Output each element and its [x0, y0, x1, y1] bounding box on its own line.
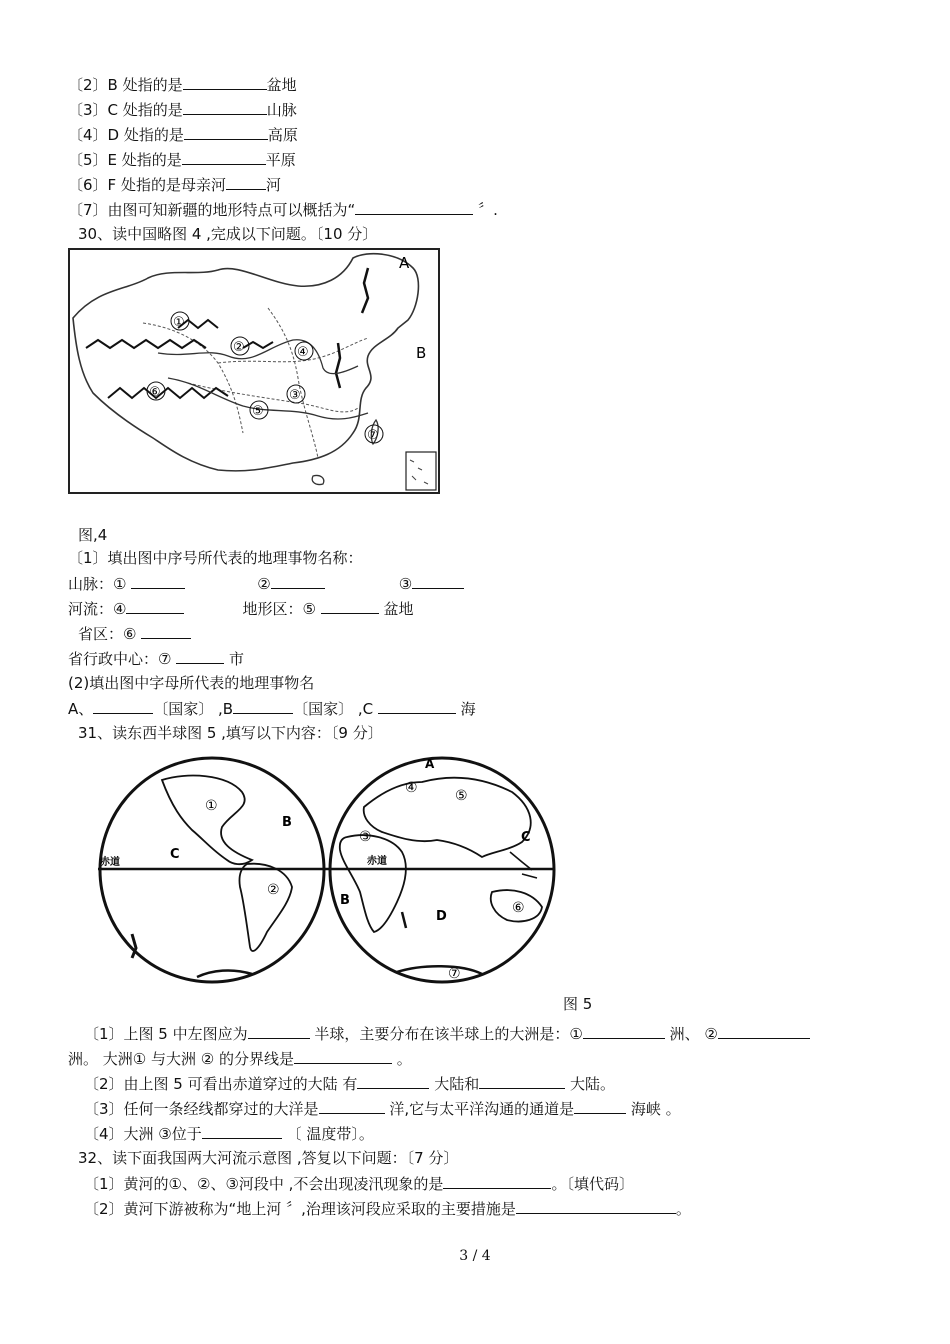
q32-s2: 〔2〕黄河下游被称为“地上河 〞,治理该河段应采取的主要措施是 。	[84, 1200, 691, 1218]
q32-s1: 〔1〕黄河的①、②、③河段中 ,不会出现凌汛现象的是 。〔填代码〕	[84, 1175, 634, 1193]
blank[interactable]	[574, 1098, 626, 1114]
blank[interactable]	[183, 99, 267, 115]
q29-line-7: 〔7〕由图可知新疆的地形特点可以概括为“ 〞.	[68, 201, 498, 219]
q31-s1a: 〔1〕上图 5 中左图应为 半球，主要分布在该半球上的大洲是：① 洲、 ②	[84, 1023, 810, 1044]
q29-line-5: 〔5〕E 处指的是 平原	[68, 151, 296, 169]
west-label-B: B	[282, 815, 292, 830]
map-label-B: B	[416, 344, 427, 362]
east-label-7: ⑦	[448, 966, 461, 982]
blank[interactable]	[271, 573, 325, 589]
blank[interactable]	[182, 149, 266, 165]
q31-s2: 〔2〕由上图 5 可看出赤道穿过的大陆 有 大陆和 大陆。	[84, 1075, 615, 1093]
blank[interactable]	[126, 598, 184, 614]
east-label-6: ⑥	[512, 900, 525, 916]
west-label-1: ①	[205, 798, 218, 814]
blank[interactable]	[321, 598, 379, 614]
q31-s3: 〔3〕任何一条经线都穿过的大洋是 洋,它与太平洋沟通的通道是 海峡 。	[84, 1100, 681, 1118]
east-label-C: C	[521, 830, 531, 845]
map-label-4: ④	[297, 345, 309, 360]
east-label-3: ③	[359, 829, 372, 845]
west-label-2: ②	[267, 882, 280, 898]
blank[interactable]	[319, 1098, 385, 1114]
map-label-5: ⑤	[252, 404, 264, 419]
blank[interactable]	[443, 1173, 551, 1189]
east-label-B: B	[340, 893, 350, 908]
q29-line-6: 〔6〕F 处指的是母亲河 河	[68, 176, 281, 194]
map-label-3: ③	[289, 388, 301, 403]
q29-line-4: 〔4〕D 处指的是 高原	[68, 126, 298, 144]
q30-part2: (2)填出图中字母所代表的地理事物名	[68, 674, 315, 692]
west-label-equator: 赤道	[100, 857, 120, 868]
q30-province: 省区：⑥	[78, 623, 191, 644]
blank[interactable]	[378, 698, 456, 714]
east-label-A: A	[425, 757, 435, 771]
blank[interactable]	[141, 623, 191, 639]
blank[interactable]	[718, 1023, 810, 1039]
map-label-A: A	[399, 254, 410, 272]
blank[interactable]	[583, 1023, 665, 1039]
q30-mountains: 山脉：① ② ③	[68, 573, 464, 594]
blank[interactable]	[202, 1123, 282, 1139]
map-label-2: ②	[233, 340, 245, 355]
page-number: 3 / 4	[459, 1248, 491, 1264]
q31-s4: 〔4〕大洲 ③位于 〔 温度带〕。	[84, 1125, 374, 1143]
east-label-4: ④	[405, 780, 418, 796]
blank[interactable]	[131, 573, 185, 589]
blank[interactable]	[357, 1073, 429, 1089]
q30-part1: 〔1〕填出图中序号所代表的地理事物名称：	[68, 549, 363, 567]
east-label-equator: 赤道	[367, 856, 387, 867]
blank[interactable]	[184, 124, 268, 140]
q29-line-3: 〔3〕C 处指的是 山脉	[68, 101, 297, 119]
china-map	[68, 248, 440, 494]
east-label-D: D	[436, 909, 447, 924]
blank[interactable]	[479, 1073, 565, 1089]
east-label-5: ⑤	[455, 788, 468, 804]
q30-letters: A、 〔国家〕 ,B 〔国家〕 ,C 海	[68, 700, 476, 718]
hemispheres-map	[92, 752, 562, 992]
map-label-7: ⑦	[367, 428, 379, 443]
q31-title: 31、读东西半球图 5 ,填写以下内容：〔9 分〕	[78, 724, 383, 742]
q30-river: 河流：④ 地形区：⑤ 盆地	[68, 600, 414, 618]
q30-capital: 省行政中心：⑦ 市	[68, 650, 245, 668]
blank[interactable]	[294, 1048, 392, 1064]
map-label-1: ①	[173, 315, 185, 330]
blank[interactable]	[226, 174, 266, 190]
q30-title: 30、读中国略图 4 ,完成以下问题。〔10 分〕	[78, 225, 378, 243]
blank[interactable]	[233, 698, 293, 714]
blank[interactable]	[412, 573, 464, 589]
blank[interactable]	[183, 74, 267, 90]
blank[interactable]	[355, 199, 473, 215]
q32-title: 32、读下面我国两大河流示意图 ,答复以下问题：〔7 分〕	[78, 1149, 459, 1167]
fig4-caption: 图,4	[78, 526, 108, 544]
blank[interactable]	[176, 648, 224, 664]
map-label-6: ⑥	[149, 385, 161, 400]
blank[interactable]	[516, 1198, 676, 1214]
q31-s1b: 洲。 大洲① 与大洲 ② 的分界线是 。	[68, 1050, 412, 1068]
q29-line-2: 〔2〕B 处指的是 盆地	[68, 76, 297, 94]
blank[interactable]	[248, 1023, 310, 1039]
fig5-caption: 图 5	[563, 995, 593, 1013]
blank[interactable]	[93, 698, 153, 714]
west-label-C: C	[170, 847, 180, 862]
